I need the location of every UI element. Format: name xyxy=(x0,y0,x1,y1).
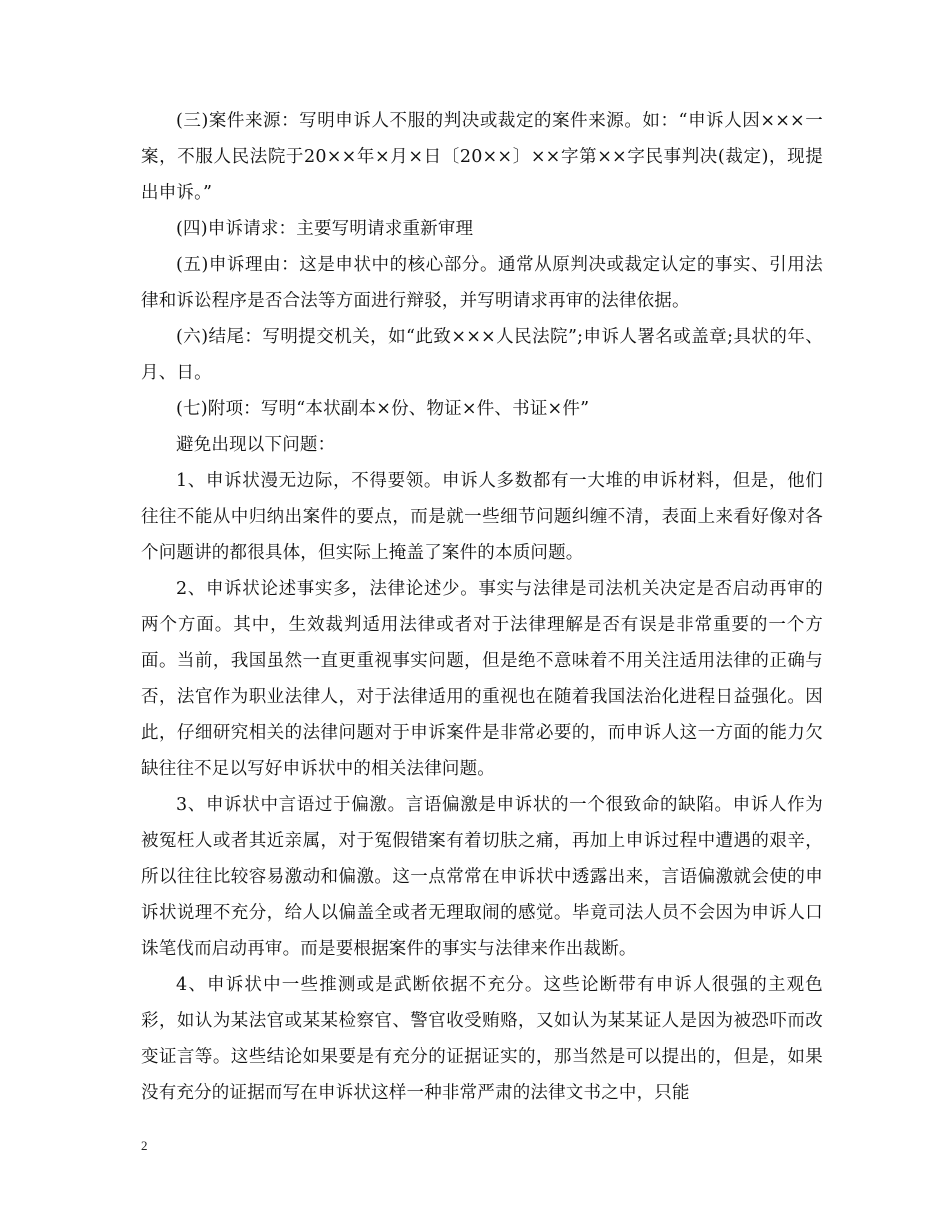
paragraph-appeal-request: (四)申诉请求：主要写明请求重新审理 xyxy=(176,219,474,239)
page-number: 2 xyxy=(141,1138,148,1153)
paragraph-case-source: (三)案件来源：写明申诉人不服的判决或裁定的案件来源。如：“申诉人因×××一案，不服人民法院于20××年×月×日〔20××〕××字第××字民事判决(裁定)，现提出申诉。” xyxy=(141,111,823,203)
paragraph-attachment: (七)附项：写明“本状副本×份、物证×件、书证×件” xyxy=(176,399,590,419)
paragraph-problem-1: 1、申诉状漫无边际，不得要领。申诉人多数都有一大堆的申诉材料，但是，他们往往不能从中归纳出案件的要点，而是就一些细节问题纠缠不清，表面上来看好像对各个问题讲的都很具体，但实际上掩盖了案件的本质问题。 xyxy=(141,471,823,563)
paragraph-problem-2: 2、申诉状论述事实多，法律论述少。事实与法律是司法机关决定是否启动再审的两个方面。其中，生效裁判适用法律或者对于法律理解是否有误是非常重要的一个方面。当前，我国虽然一直更重视事实问题，但是绝不意味着不用关注适用法律的正确与否，法官作为职业法律人，对于法律适用的重视也在随着我国法治化进程日益强化。因此，仔细研究相关的法律问题对于申诉案件是非常必要的，而申诉人这一方面的能力欠缺往往不足以写好申诉状中的相关法律问题。 xyxy=(141,579,823,779)
paragraph-ending: (六)结尾：写明提交机关，如“此致×××人民法院”;申诉人署名或盖章;具状的年、月、日。 xyxy=(141,327,823,383)
paragraph-appeal-reason: (五)申诉理由：这是申状中的核心部分。通常从原判决或裁定认定的事实、引用法律和诉讼程序是否合法等方面进行辩驳，并写明请求再审的法律依据。 xyxy=(141,255,823,311)
paragraph-problem-3: 3、申诉状中言语过于偏激。言语偏激是申诉状的一个很致命的缺陷。申诉人作为被冤枉人或者其近亲属，对于冤假错案有着切肤之痛，再加上申诉过程中遭遇的艰辛，所以往往比较容易激动和偏激。这一点常常在申诉状中透露出来，言语偏激就会使的申诉状说理不充分，给人以偏盖全或者无理取闹的感觉。毕竟司法人员不会因为申诉人口诛笔伐而启动再审。而是要根据案件的事实与法律来作出裁断。 xyxy=(141,795,823,959)
paragraph-avoid-problems-heading: 避免出现以下问题： xyxy=(176,435,336,455)
document-body xyxy=(141,103,823,1111)
paragraph-problem-4: 4、申诉状中一些推测或是武断依据不充分。这些论断带有申诉人很强的主观色彩，如认为某法官或某某检察官、警官收受贿赂，又如认为某某证人是因为被恐吓而改变证言等。这些结论如果要是有充分的证据证实的，那当然是可以提出的，但是，如果没有充分的证据而写在申诉状这样一种非常严肃的法律文书之中，只能 xyxy=(141,975,823,1103)
